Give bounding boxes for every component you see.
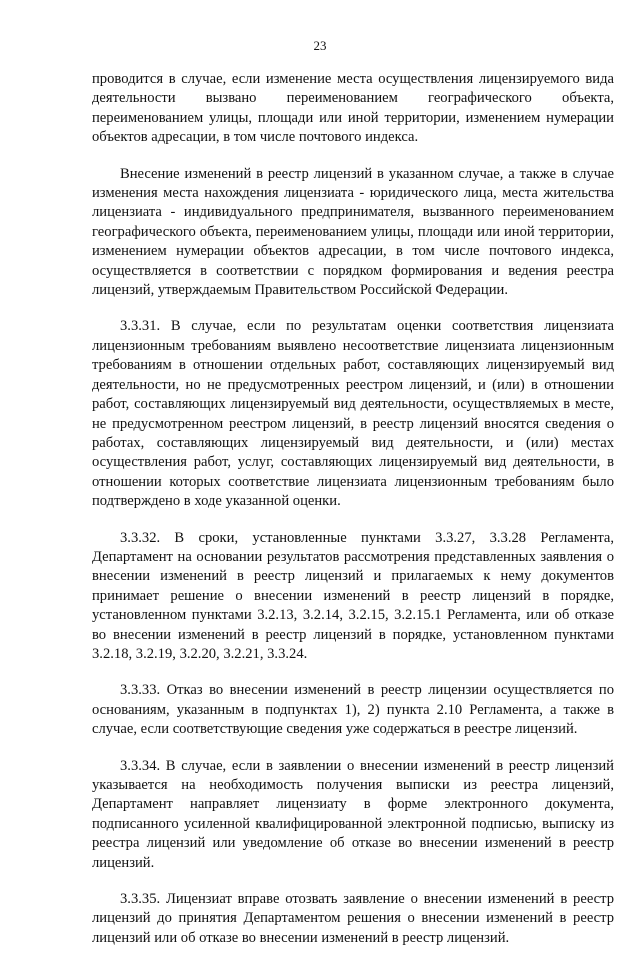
document-body bbox=[92, 70, 614, 965]
paragraph-3-3-31: 3.3.31. В случае, если по результатам оценки соответствия лицензиата лицензионным требованиям выявлено несоответствие лицензиата лицензионным требованиям в отношении отдельных работ, составляющих лицензируемый вид деятельности, но не предусмотренных реестром лицензий, и (или) в отношении работ, составляющих лицензируемый вид деятельности, осуществляемых в месте, не предусмотренном реестром лицензий, в реестр лицензий вносятся сведения о работах, составляющих лицензируемый вид деятельности, и (или) местах осуществления работ, услуг, составляющих лицензируемый вид деятельности, в отношении которых соответствие лицензиата лицензионным требованиям было подтверждено в ходе указанной оценки. bbox=[92, 318, 614, 510]
paragraph-3-3-35: 3.3.35. Лицензиат вправе отозвать заявление о внесении изменений в реестр лицензий до принятия Департаментом решения о внесении изменений в реестр лицензий или об отказе во внесении изменений в реестр лицензий. bbox=[92, 891, 614, 946]
paragraph-continuation: проводится в случае, если изменение места осуществления лицензируемого вида деятельности вызвано переименованием географического объекта, переименованием улицы, площади или иной территории, изменением нумерации объектов адресации, в том числе почтового индекса. bbox=[92, 71, 614, 146]
paragraph-3-3-34: 3.3.34. В случае, если в заявлении о внесении изменений в реестр лицензий указывается на необходимость получения выписки из реестра лицензий, Департамент направляет лицензиату в форме электронного документа, подписанного усиленной квалифицированной электронной подписью, выписку из реестра лицензий или уведомление об отказе во внесении изменений в реестр лицензий. bbox=[92, 757, 614, 871]
page-number: 23 bbox=[313, 38, 327, 53]
paragraph-registry-changes: Внесение изменений в реестр лицензий в указанном случае, а также в случае изменения места нахождения лицензиата - юридического лица, места жительства лицензиата - индивидуального предпринимателя, вызванного переименованием географического объекта, переименованием улицы, площади или иной территории, изменением нумерации объектов адресации, в том числе почтового индекса, осуществляется в соответствии с порядком формирования и ведения реестра лицензий, утверждаемым Правительством Российской Федерации. bbox=[92, 165, 614, 299]
paragraph-3-3-33: 3.3.33. Отказ во внесении изменений в реестр лицензии осуществляется по основаниям, указанным в подпунктах 1), 2) пункта 2.10 Регламента, а также в случае, если соответствующие сведения уже содержаться в реестре лицензий. bbox=[92, 682, 614, 738]
paragraph-3-3-32: 3.3.32. В сроки, установленные пунктами 3.3.27, 3.3.28 Регламента, Департамент на основании результатов рассмотрения представленных заявления о внесении изменений в реестр лицензий и прилагаемых к нему документов принимает решение о внесении изменений в реестр лицензий в порядке, установленном пунктами 3.2.13, 3.2.14, 3.2.15, 3.2.15.1 Регламента, или об отказе во внесении изменений в реестр лицензий в порядке, установленном пунктами 3.2.18, 3.2.19, 3.2.20, 3.2.21, 3.3.24. bbox=[92, 529, 614, 662]
